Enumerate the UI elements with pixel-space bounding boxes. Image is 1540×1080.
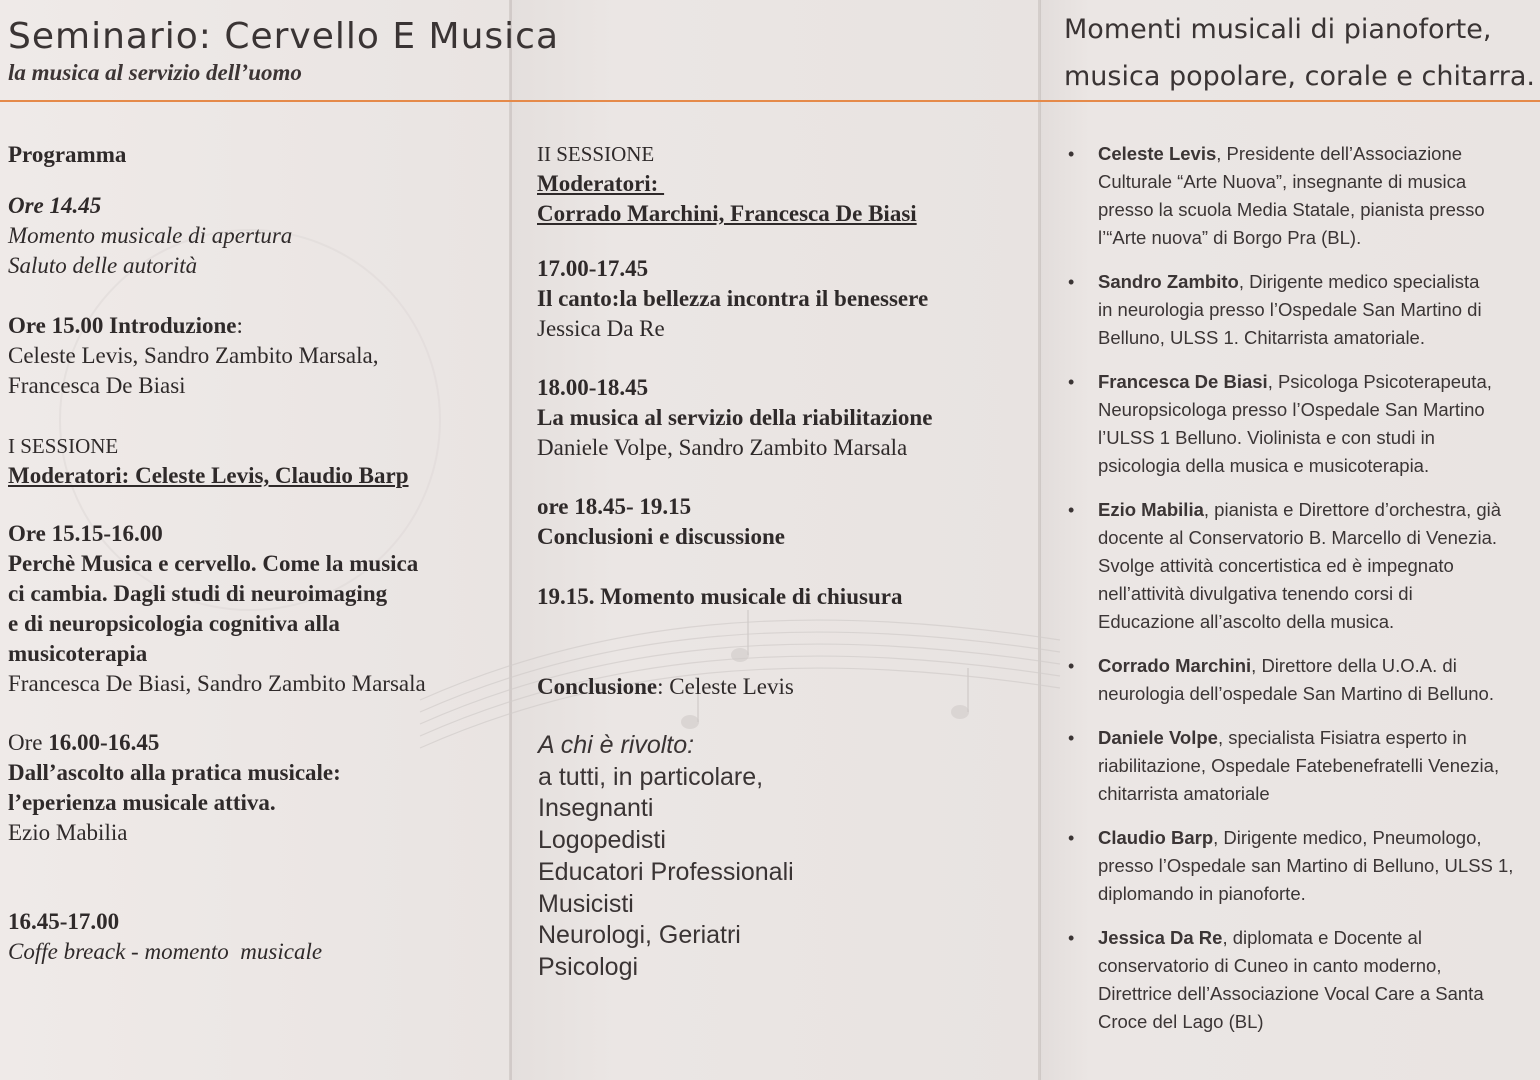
header-divider [0,100,1540,102]
slot-1500 [8,311,378,401]
bio-line: chitarrista amatoriale [1098,783,1270,804]
bullet-icon: • [1068,372,1075,392]
bio-item [1068,496,1533,636]
audience-item: Logopedisti [538,826,666,855]
bullet-icon: • [1068,500,1075,520]
speaker-text: Francesca De Biasi, Sandro Zambito Marsala [8,671,426,696]
time-prefix: Ore [8,730,49,755]
time-label: 16.00-16.45 [48,730,160,755]
speaker-text: Celeste Levis, Sandro Zambito Marsala, [8,343,379,368]
audience-item: Musicisti [538,889,634,918]
moderators: Corrado Marchini, Francesca De Biasi [537,201,917,226]
bio-item [1068,824,1533,908]
bio-line: Ezio Mabilia, pianista e Direttore d’orchestra, già [1098,499,1502,520]
bio-line: docente al Conservatorio B. Marcello di Venezia. [1098,527,1497,548]
session-label: II SESSIONE [537,142,655,166]
talk-title: l’eperienza musicale attiva. [8,790,276,815]
bio-line: Claudio Barp, Dirigente medico, Pneumologo, [1098,827,1482,848]
time-label: 17.00-17.45 [537,256,649,281]
audience-block [538,730,794,984]
slot-1645 [8,907,322,967]
bio-line: conservatorio di Cuneo in canto moderno, [1098,955,1442,976]
bio-name: Celeste Levis [1098,143,1217,164]
conclusione-label: Conclusione [537,674,658,699]
bio-name: Corrado Marchini [1098,655,1252,676]
bio-name: Jessica Da Re [1098,927,1223,948]
audience-item: Neurologi, Geriatri [538,921,741,950]
speaker-text: Daniele Volpe, Sandro Zambito Marsala [537,435,908,460]
bio-item [1068,268,1533,352]
bio-line: l’“Arte nuova” di Borgo Pra (BL). [1098,227,1362,248]
time-label: Ore 15.00 Introduzione [8,313,237,338]
session-2 [537,139,917,229]
time-label: Ore 15.15-16.00 [8,521,163,546]
bullet-icon: • [1068,928,1075,948]
moderators-label: Moderatori: [537,171,665,196]
bio-line: Jessica Da Re, diplomata e Docente al [1098,927,1422,948]
bio-line: Direttrice dell’Associazione Vocal Care a Santa [1098,983,1484,1004]
heading-line: Momenti musicali di pianoforte, [1064,14,1492,45]
bio-name: Claudio Barp [1098,827,1214,848]
speaker-text: Ezio Mabilia [8,820,128,845]
session-1 [8,431,409,491]
slot-1600 [8,728,341,848]
bio-name: Sandro Zambito [1098,271,1239,292]
programma-heading: Programma [8,142,127,167]
talk-title: Il canto:la bellezza incontra il benessere [537,286,929,311]
slot-1700 [537,254,928,344]
talk-title: Dall’ascolto alla pratica musicale: [8,760,341,785]
bio-line: Educazione all’ascolto della musica. [1098,611,1395,632]
time-label: Ore 14.45 [8,193,102,218]
time-label: 18.00-18.45 [537,375,649,400]
speaker-text: Jessica Da Re [537,316,665,341]
slot-1845 [537,492,785,552]
bio-item [1068,924,1533,1036]
bio-line: Daniele Volpe, specialista Fisiatra esperto in [1098,727,1467,748]
bio-line: neurologia dell’ospedale San Martino di Belluno. [1098,683,1494,704]
audience-item: Psicologi [538,952,639,981]
bio-item [1068,724,1533,808]
talk-title: ci cambia. Dagli studi di neuroimaging [8,581,388,606]
bio-item [1068,652,1533,708]
slot-1515 [8,519,426,699]
note-icon [951,705,969,719]
talk-title: La musica al servizio della riabilitazione [537,405,933,430]
audience-item: a tutti, in particolare, [538,762,764,791]
speaker-text: Francesca De Biasi [8,373,186,398]
bullet-icon: • [1068,144,1075,164]
bio-line: riabilitazione, Ospedale Fatebenefratelli Venezia, [1098,755,1500,776]
colon: : [236,313,243,338]
note-icon [731,648,749,662]
bio-line: presso l’Ospedale san Martino di Belluno, ULSS 1, [1098,855,1514,876]
bio-line: Celeste Levis, Presidente dell’Associazione [1098,143,1463,164]
bio-line: nell’attività divulgativa tenendo corsi di [1098,583,1413,604]
bio-name: Daniele Volpe [1098,727,1218,748]
bio-item [1068,368,1533,480]
session-label: I SESSIONE [8,434,119,458]
talk-title: Conclusioni e discussione [537,524,785,549]
time-label: ore 18.45- 19.15 [537,494,692,519]
bio-line: in neurologia presso l’Ospedale San Martino di [1098,299,1482,320]
audience-item: Insegnanti [538,794,654,823]
talk-title: e di neuropsicologia cognitiva alla [8,611,340,636]
bio-line: Francesca De Biasi, Psicologa Psicoterapeuta, [1098,371,1492,392]
time-label: 16.45-17.00 [8,909,120,934]
talk-title: Perchè Musica e cervello. Come la musica [8,551,419,576]
bio-name: Francesca De Biasi [1098,371,1268,392]
bio-line: Belluno, ULSS 1. Chitarrista amatoriale. [1098,327,1425,348]
top-right-heading [1064,6,1534,100]
audience-title: A chi è rivolto: [538,731,695,759]
bullet-icon: • [1068,728,1075,748]
speaker-bios [1068,140,1533,1036]
slot-1445 [8,191,292,281]
bio-line: l’ULSS 1 Belluno. Violinista e con studi in [1098,427,1435,448]
note-icon [681,715,699,729]
audience-item: Educatori Professionali [538,857,794,886]
bio-name: Ezio Mabilia [1098,499,1204,520]
bullet-icon: • [1068,272,1075,292]
conclusione-value: : Celeste Levis [657,674,794,699]
bio-line: psicologia della musica e musicoterapia. [1098,455,1430,476]
bio-line: Culturale “Arte Nuova”, insegnante di musica [1098,171,1467,192]
bio-line: diplomando in pianoforte. [1098,883,1306,904]
event-text: Saluto delle autorità [8,253,198,278]
event-text: Momento musicale di apertura [8,223,293,248]
conclusione [537,672,794,702]
bio-line: Corrado Marchini, Direttore della U.O.A. di [1098,655,1457,676]
bio-line: Svolge attività concertistica ed è impegnato [1098,555,1454,576]
bio-line: presso la scuola Media Statale, pianista presso [1098,199,1485,220]
moderators: Moderatori: Celeste Levis, Claudio Barp [8,463,409,488]
page-title: Seminario: Cervello E Musica [8,16,560,57]
talk-title: musicoterapia [8,641,148,666]
heading-line: musica popolare, corale e chitarra. [1064,61,1535,92]
bio-line: Neuropsicologa presso l’Ospedale San Martino [1098,399,1485,420]
event-text: Coffe breack - momento musicale [8,939,323,964]
bio-item [1068,140,1533,252]
bio-line: Sandro Zambito, Dirigente medico specialista [1098,271,1480,292]
bullet-icon: • [1068,828,1075,848]
slot-1915: 19.15. Momento musicale di chiusura [537,584,903,609]
bio-line: Croce del Lago (BL) [1098,1011,1264,1032]
slot-1800 [537,373,932,463]
bullet-icon: • [1068,656,1075,676]
page-subtitle: la musica al servizio dell’uomo [8,60,302,85]
